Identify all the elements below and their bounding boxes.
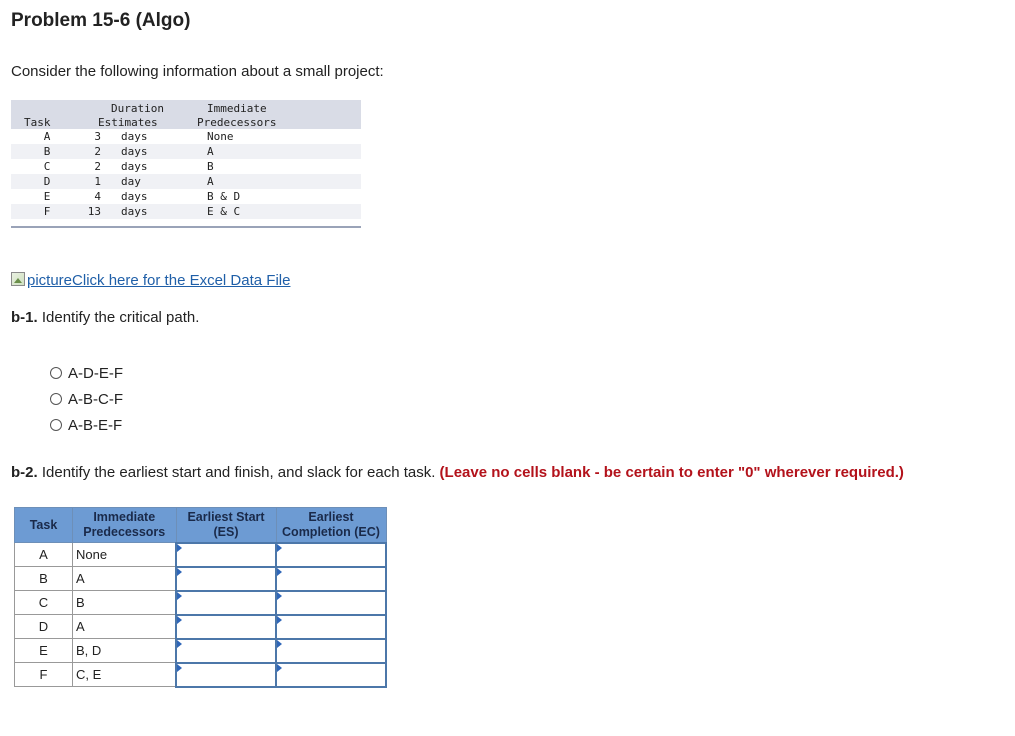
info-row (11, 204, 361, 219)
info-task: A (43, 130, 51, 143)
header-pred-1: Immediate (207, 102, 267, 115)
cell-pred: A (73, 615, 177, 639)
es-input[interactable] (177, 641, 275, 661)
option-label: A-B-E-F (68, 416, 123, 434)
cell-pred: A (73, 567, 177, 591)
ec-input[interactable] (277, 569, 385, 589)
es-input-cell[interactable] (176, 663, 276, 687)
question-b1-text: Identify the critical path. (37, 309, 200, 326)
info-unit: days (121, 130, 148, 143)
ec-input-cell[interactable] (276, 567, 386, 591)
ec-input[interactable] (277, 593, 385, 613)
es-input-cell[interactable] (176, 639, 276, 663)
input-marker-icon (277, 544, 282, 552)
question-b2 (11, 464, 904, 481)
es-input-cell[interactable] (176, 615, 276, 639)
info-row (11, 189, 361, 204)
info-task: E (43, 190, 51, 203)
input-marker-icon (177, 664, 182, 672)
cell-task: B (15, 567, 73, 591)
ec-input[interactable] (277, 641, 385, 661)
info-duration: 1 (94, 175, 101, 188)
es-input-cell[interactable] (176, 543, 276, 567)
option-a-b-e-f[interactable] (50, 412, 123, 438)
info-unit: days (121, 190, 148, 203)
cell-task: A (15, 543, 73, 567)
th-earliest-completion: Earliest Completion (EC) (276, 508, 386, 543)
question-b2-warning: (Leave no cells blank - be certain to enter "0" wherever required.) (439, 464, 904, 481)
table-row (15, 543, 387, 567)
intro-text: Consider the following information about a small project: (11, 63, 384, 80)
ec-input[interactable] (277, 617, 385, 637)
excel-data-link[interactable] (11, 272, 290, 289)
question-b2-text: Identify the earliest start and finish, and slack for each task. (37, 464, 440, 481)
ec-input-cell[interactable] (276, 591, 386, 615)
th-predecessors: Immediate Predecessors (73, 508, 177, 543)
question-b1 (11, 309, 199, 326)
ec-input-cell[interactable] (276, 615, 386, 639)
cell-pred: B (73, 591, 177, 615)
excel-link-prefix: picture (27, 272, 73, 289)
table-row (15, 591, 387, 615)
question-b2-label: b-2. (11, 464, 38, 481)
radio-button[interactable] (50, 419, 62, 431)
input-marker-icon (177, 640, 182, 648)
info-pred: B & D (207, 190, 241, 203)
input-marker-icon (277, 568, 282, 576)
table-row (15, 615, 387, 639)
info-unit: day (121, 175, 141, 188)
ec-input[interactable] (277, 545, 385, 565)
info-row (11, 174, 361, 189)
info-duration: 2 (94, 160, 101, 173)
info-unit: days (121, 145, 148, 158)
es-input-cell[interactable] (176, 567, 276, 591)
cell-task: F (15, 663, 73, 687)
input-marker-icon (177, 568, 182, 576)
es-input-cell[interactable] (176, 591, 276, 615)
excel-link-text: Click here for the Excel Data File (72, 272, 291, 289)
es-input[interactable] (177, 569, 275, 589)
cell-pred: B, D (73, 639, 177, 663)
broken-image-icon (11, 272, 25, 286)
ec-input[interactable] (277, 665, 385, 685)
ec-input-cell[interactable] (276, 543, 386, 567)
input-marker-icon (177, 544, 182, 552)
es-input[interactable] (177, 593, 275, 613)
info-task: D (43, 175, 51, 188)
critical-path-options (50, 360, 123, 438)
th-earliest-start: Earliest Start (ES) (176, 508, 276, 543)
schedule-answer-table (14, 507, 387, 688)
es-input[interactable] (177, 617, 275, 637)
es-input[interactable] (177, 665, 275, 685)
cell-task: E (15, 639, 73, 663)
info-duration: 2 (94, 145, 101, 158)
input-marker-icon (277, 616, 282, 624)
es-input[interactable] (177, 545, 275, 565)
cell-pred: C, E (73, 663, 177, 687)
info-row (11, 129, 361, 144)
info-pred: A (207, 145, 214, 158)
info-pred: E & C (207, 205, 241, 218)
cell-pred: None (73, 543, 177, 567)
option-label: A-B-C-F (68, 390, 123, 408)
table-row (15, 567, 387, 591)
input-marker-icon (177, 616, 182, 624)
project-info-table (11, 100, 361, 228)
info-pred: None (207, 130, 234, 143)
question-b1-label: b-1. (11, 309, 38, 326)
info-unit: days (121, 205, 148, 218)
option-label: A-D-E-F (68, 364, 123, 382)
table-row (15, 639, 387, 663)
header-pred-2: Predecessors (197, 116, 277, 129)
info-task: F (43, 205, 51, 218)
th-task: Task (15, 508, 73, 543)
option-a-b-c-f[interactable] (50, 386, 123, 412)
info-pred: B (207, 160, 214, 173)
header-task: Task (24, 116, 51, 129)
table-header-row (15, 508, 387, 543)
info-duration: 13 (87, 205, 101, 218)
info-table-bottom-rule (11, 219, 361, 228)
input-marker-icon (277, 664, 282, 672)
cell-task: D (15, 615, 73, 639)
header-duration-2: Estimates (98, 116, 158, 129)
info-duration: 3 (94, 130, 101, 143)
info-table-header (11, 100, 361, 129)
input-marker-icon (177, 592, 182, 600)
info-row (11, 159, 361, 174)
info-task: B (43, 145, 51, 158)
info-task: C (43, 160, 51, 173)
info-pred: A (207, 175, 214, 188)
info-row (11, 144, 361, 159)
cell-task: C (15, 591, 73, 615)
radio-button[interactable] (50, 393, 62, 405)
info-unit: days (121, 160, 148, 173)
ec-input-cell[interactable] (276, 639, 386, 663)
table-row (15, 663, 387, 687)
ec-input-cell[interactable] (276, 663, 386, 687)
radio-button[interactable] (50, 367, 62, 379)
page-title: Problem 15-6 (Algo) (11, 10, 191, 31)
option-a-d-e-f[interactable] (50, 360, 123, 386)
input-marker-icon (277, 592, 282, 600)
info-duration: 4 (94, 190, 101, 203)
header-duration-1: Duration (111, 102, 164, 115)
input-marker-icon (277, 640, 282, 648)
